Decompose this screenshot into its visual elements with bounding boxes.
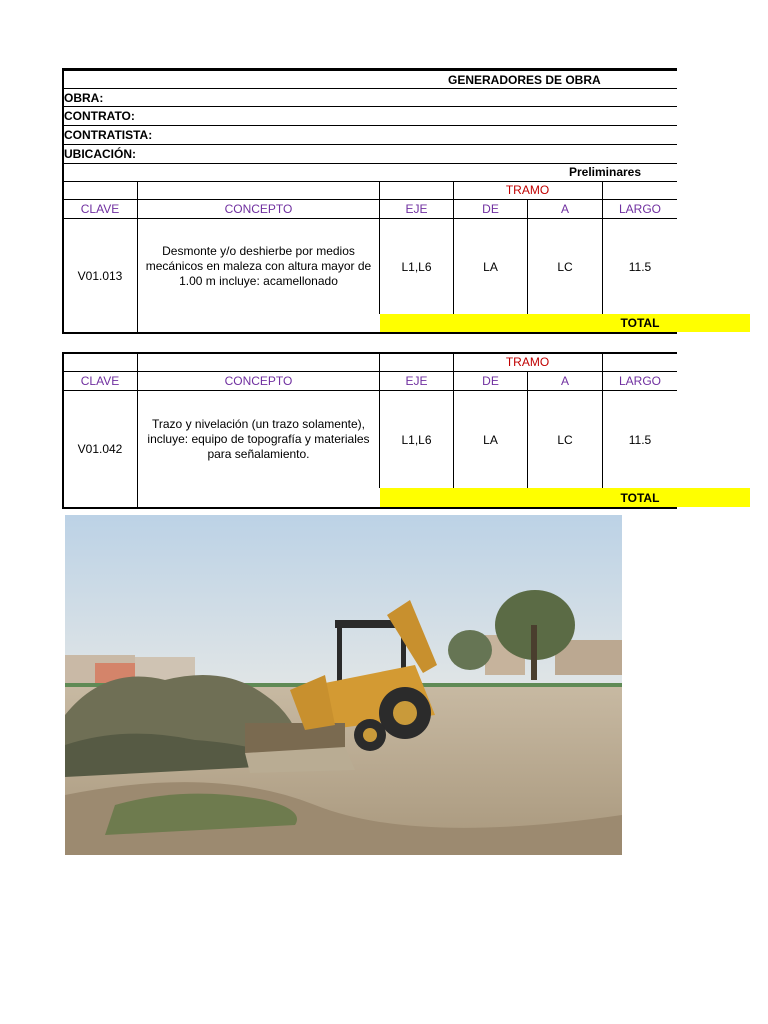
clave-header: CLAVE — [80, 373, 120, 388]
tramo-header: TRAMO — [505, 355, 550, 369]
item-concepto: Desmonte y/o deshierbe por medios mecánicos en maleza con altura mayor de 1.00 m incluye: acamellonado — [145, 244, 372, 288]
rule — [63, 332, 677, 334]
item-a: LC — [557, 432, 573, 447]
obra-label: OBRA: — [64, 91, 104, 105]
contrato-label: CONTRATO: — [64, 109, 135, 123]
a-header: A — [560, 373, 569, 388]
concepto-header: CONCEPTO — [224, 201, 293, 216]
largo-header: LARGO — [618, 201, 661, 216]
sheet-title: GENERADORES DE OBRA — [448, 72, 601, 87]
a-header: A — [560, 201, 569, 216]
eje-header: EJE — [405, 373, 428, 388]
item-clave: V01.013 — [77, 268, 123, 283]
total-bar — [380, 314, 750, 332]
item-de: LA — [483, 432, 498, 447]
item-de: LA — [483, 259, 498, 274]
item-eje: L1,L6 — [401, 432, 432, 447]
tramo-header: TRAMO — [505, 183, 550, 197]
site-photo — [65, 515, 622, 855]
clave-header: CLAVE — [80, 201, 120, 216]
rule — [63, 507, 677, 509]
total-label: TOTAL — [620, 490, 660, 505]
item-a: LC — [557, 259, 573, 274]
item-largo: 11.5 — [628, 259, 652, 274]
total-bar — [380, 488, 750, 507]
ubicacion-label: UBICACIÓN: — [64, 147, 136, 161]
item-eje: L1,L6 — [401, 259, 432, 274]
de-header: DE — [482, 373, 499, 388]
item-largo: 11.5 — [628, 432, 652, 447]
eje-header: EJE — [405, 201, 428, 216]
item-clave: V01.042 — [77, 441, 123, 456]
item-concepto: Trazo y nivelación (un trazo solamente), incluye: equipo de topografía y materiales para señalamiento. — [147, 417, 370, 461]
de-header: DE — [482, 201, 499, 216]
largo-header: LARGO — [618, 373, 661, 388]
section-title: Preliminares — [568, 165, 642, 179]
total-label: TOTAL — [620, 316, 660, 330]
contratista-label: CONTRATISTA: — [64, 128, 153, 142]
concepto-header: CONCEPTO — [224, 373, 293, 388]
